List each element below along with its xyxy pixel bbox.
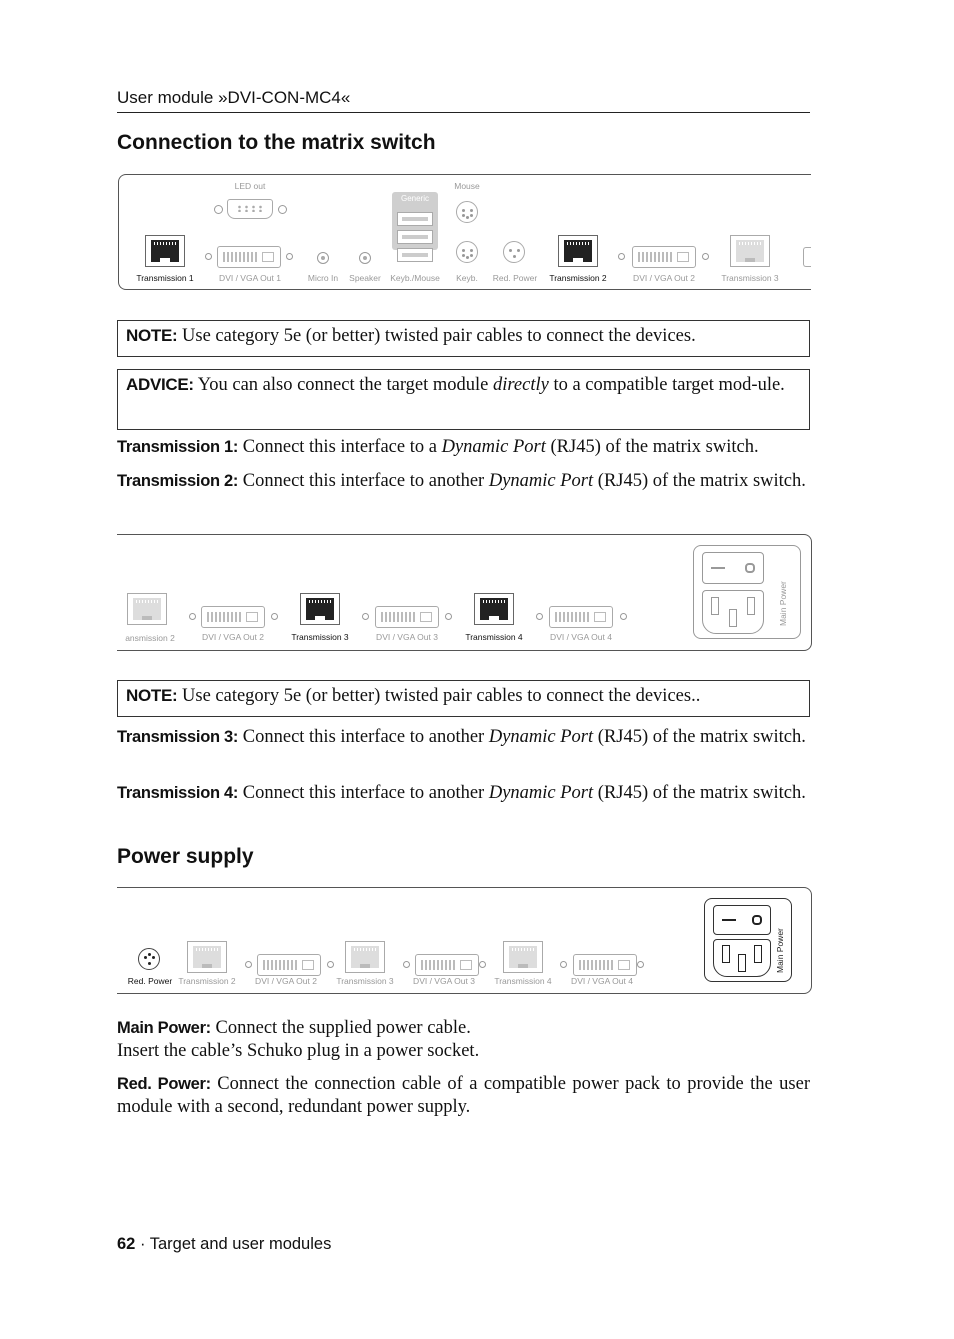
red-power-port	[138, 948, 160, 970]
red-power-label: Red. Power	[492, 273, 538, 283]
text: (RJ45) of the matrix switch.	[593, 783, 806, 803]
screw	[620, 613, 627, 620]
power-switch	[713, 905, 771, 935]
dvi-vga-out-3-label: DVI / VGA Out 3	[376, 632, 438, 642]
term-label: Transmission 3:	[117, 728, 239, 746]
main-power-label: Main Power	[778, 581, 788, 626]
dvi-vga-out-4-port	[549, 606, 613, 628]
cut-connector	[803, 247, 811, 267]
dvi-vga-out-2-port	[632, 246, 696, 268]
text: Insert the cable’s Schuko plug in a power socket.	[117, 1041, 480, 1061]
screw	[637, 961, 644, 968]
italic-term: Dynamic Port	[488, 727, 594, 747]
advice-text: You can also connect the target module	[193, 375, 493, 395]
keyb-ps2-port	[456, 241, 478, 263]
paragraph-red-power	[117, 1073, 810, 1119]
transmission-3-label: Transmission 3	[291, 632, 349, 642]
usb-port	[397, 248, 433, 262]
dvi-vga-out-3-port	[375, 606, 439, 628]
text: Connect the supplied power cable.	[210, 1018, 471, 1038]
dvi-vga-out-3-label: DVI / VGA Out 3	[413, 976, 475, 986]
term-label: Transmission 2:	[117, 472, 239, 490]
speaker-label: Speaker	[349, 273, 381, 283]
mouse-ps2-port	[456, 201, 478, 223]
note-box-2	[117, 680, 810, 717]
paragraph-transmission-3	[117, 726, 810, 749]
page-number: 62	[117, 1235, 136, 1253]
transmission-1-label: Transmission 1	[136, 273, 194, 283]
connector-panel-1	[118, 174, 811, 290]
text: (RJ45) of the matrix switch.	[593, 727, 806, 747]
italic-term: Dynamic Port	[488, 471, 594, 491]
dvi-vga-out-2-label: DVI / VGA Out 2	[633, 273, 695, 283]
micro-in-label: Micro In	[307, 273, 339, 283]
screw	[245, 961, 252, 968]
term-label: Main Power:	[117, 1019, 211, 1037]
italic-term: Dynamic Port	[488, 783, 594, 803]
paragraph-main-power	[117, 1017, 810, 1063]
paragraph-transmission-1	[117, 436, 810, 459]
screw	[189, 613, 196, 620]
mouse-label: Mouse	[454, 181, 480, 191]
transmission-4-label: Transmission 4	[494, 976, 552, 986]
power-switch	[702, 552, 764, 584]
transmission-2-port	[127, 593, 167, 625]
text: (RJ45) of the matrix switch.	[545, 437, 759, 457]
italic-term: Dynamic Port	[441, 437, 546, 457]
power-socket	[702, 590, 764, 634]
footer-section: · Target and user modules	[135, 1235, 332, 1253]
screw	[445, 613, 452, 620]
dvi-vga-out-2-label: DVI / VGA Out 2	[202, 632, 264, 642]
text: Connect this interface to a	[238, 437, 442, 457]
text: Connect the connection cable of a compatible power pack to provide the user module with a second, redundant power supply.	[117, 1074, 810, 1117]
transmission-3-label: Transmission 3	[336, 976, 394, 986]
note-label: NOTE:	[126, 686, 178, 705]
screw	[278, 205, 287, 214]
advice-italic: directly	[493, 375, 549, 395]
dvi-vga-out-4-label: DVI / VGA Out 4	[550, 632, 612, 642]
transmission-2-port	[558, 235, 598, 267]
paragraph-transmission-4	[117, 782, 810, 805]
advice-label: ADVICE:	[126, 375, 194, 394]
speaker-jack	[359, 252, 371, 264]
red-power-label: Red. Power	[127, 976, 173, 986]
keyb-mouse-label: Keyb./Mouse	[390, 273, 440, 283]
note-label: NOTE:	[126, 326, 178, 345]
transmission-2-port	[187, 941, 227, 973]
dvi-vga-out-3-port	[415, 954, 479, 976]
main-power-block	[704, 898, 792, 982]
micro-in-jack	[317, 252, 329, 264]
term-label: Transmission 4:	[117, 784, 239, 802]
transmission-4-port	[474, 593, 514, 625]
screw	[560, 961, 567, 968]
transmission-2-label: ansmission 2	[125, 633, 175, 643]
dvi-vga-out-4-port	[573, 954, 637, 976]
advice-box	[117, 369, 810, 430]
screw	[618, 253, 625, 260]
text: (RJ45) of the matrix switch.	[593, 471, 806, 491]
transmission-4-port	[503, 941, 543, 973]
screw	[479, 961, 486, 968]
usb-port	[397, 212, 433, 226]
transmission-3-port	[300, 593, 340, 625]
screw	[327, 961, 334, 968]
red-power-port	[503, 241, 525, 263]
transmission-3-port	[345, 941, 385, 973]
section-title-connection: Connection to the matrix switch	[117, 131, 436, 154]
screw	[403, 961, 410, 968]
term-label: Red. Power:	[117, 1075, 211, 1093]
dvi-vga-out-1-label: DVI / VGA Out 1	[219, 273, 281, 283]
screw	[271, 613, 278, 620]
main-power-label: Main Power	[775, 928, 785, 973]
usb-port	[397, 230, 433, 244]
generic-label: Generic	[400, 194, 429, 203]
dvi-vga-out-2-port	[201, 606, 265, 628]
text: Connect this interface to another	[238, 727, 489, 747]
keyb-label: Keyb.	[456, 273, 478, 283]
screw	[205, 253, 212, 260]
led-out-label: LED out	[234, 181, 266, 191]
screw	[702, 253, 709, 260]
term-label: Transmission 1:	[117, 438, 239, 456]
transmission-4-label: Transmission 4	[465, 632, 523, 642]
transmission-1-port	[145, 235, 185, 267]
text: Connect this interface to another	[238, 471, 489, 491]
section-title-power-supply: Power supply	[117, 845, 254, 868]
header-rule	[117, 112, 810, 113]
transmission-2-label: Transmission 2	[549, 273, 607, 283]
transmission-2-label: Transmission 2	[178, 976, 236, 986]
led-out-port	[227, 199, 273, 219]
note-box-1	[117, 320, 810, 357]
paragraph-transmission-2	[117, 470, 810, 493]
page-footer	[117, 1235, 331, 1254]
transmission-3-port	[730, 235, 770, 267]
text: Connect this interface to another	[238, 783, 489, 803]
connector-panel-3	[117, 887, 812, 994]
transmission-3-label: Transmission 3	[721, 273, 779, 283]
advice-text-end: to a compatible target mod-ule.	[548, 375, 785, 395]
connector-panel-2	[117, 534, 812, 651]
dvi-vga-out-4-label: DVI / VGA Out 4	[571, 976, 633, 986]
main-power-block	[693, 545, 801, 639]
screw	[536, 613, 543, 620]
note-text: Use category 5e (or better) twisted pair cables to connect the devices.	[177, 326, 696, 346]
screw	[362, 613, 369, 620]
note-text: Use category 5e (or better) twisted pair cables to connect the devices..	[177, 686, 701, 706]
dvi-vga-out-1-port	[217, 246, 281, 268]
screw	[286, 253, 293, 260]
dvi-vga-out-2-label: DVI / VGA Out 2	[255, 976, 317, 986]
power-socket	[713, 939, 771, 977]
dvi-vga-out-2-port	[257, 954, 321, 976]
running-head: User module »DVI-CON-MC4«	[117, 88, 351, 107]
screw	[214, 205, 223, 214]
